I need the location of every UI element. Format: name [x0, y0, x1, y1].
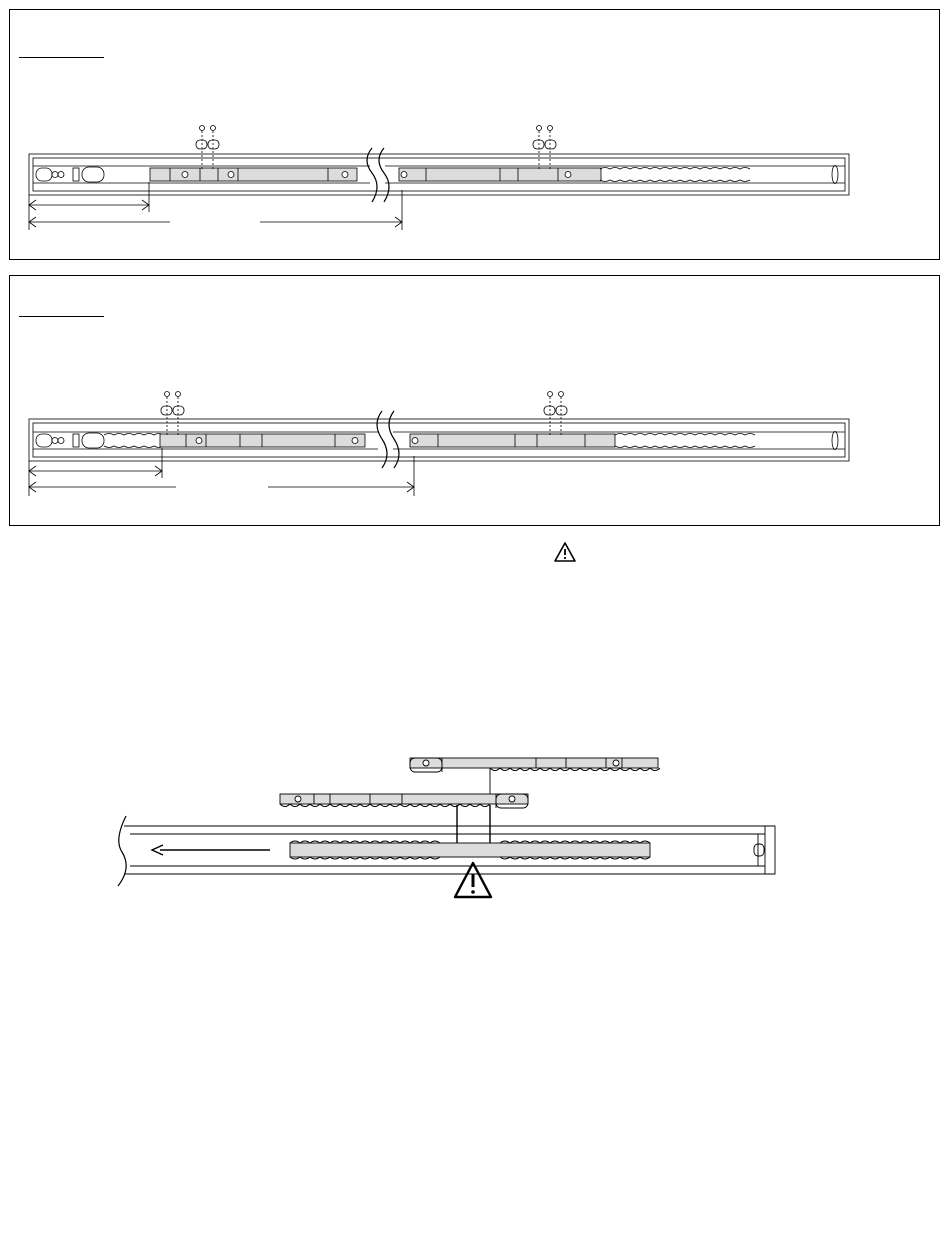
rail-end-cap-right: [832, 432, 838, 450]
chain-segment-right: [410, 434, 615, 447]
chain-piece-upper: [410, 758, 660, 772]
washer-icon: [161, 406, 172, 415]
chain-links: [600, 168, 750, 170]
panel-2: [9, 275, 940, 526]
chain-segment-left: [160, 434, 365, 447]
rail-end-cap-left: [36, 434, 52, 447]
screw-icon: [165, 392, 170, 397]
warning-icon: [455, 863, 491, 897]
break-line: [118, 816, 126, 886]
chain-segment-left: [150, 168, 357, 181]
rail-end-cap-right: [832, 166, 838, 184]
pulley-icon: [52, 172, 58, 178]
break-line: [367, 148, 377, 202]
rail-end-cap-left: [36, 168, 52, 181]
panel-1-diagram: [10, 10, 941, 261]
break-line: [377, 411, 387, 468]
pulley-icon: [52, 438, 58, 444]
screw-icon: [200, 126, 216, 131]
washer-icon: [196, 140, 219, 149]
chain-installation-figure: [0, 540, 950, 910]
panel-2-diagram: [10, 276, 941, 527]
panel-1: [9, 9, 940, 260]
arrow-left-icon: [152, 845, 270, 855]
chain-links: [615, 434, 755, 436]
rail-section: [118, 816, 775, 886]
chain-piece-lower: [280, 794, 528, 808]
